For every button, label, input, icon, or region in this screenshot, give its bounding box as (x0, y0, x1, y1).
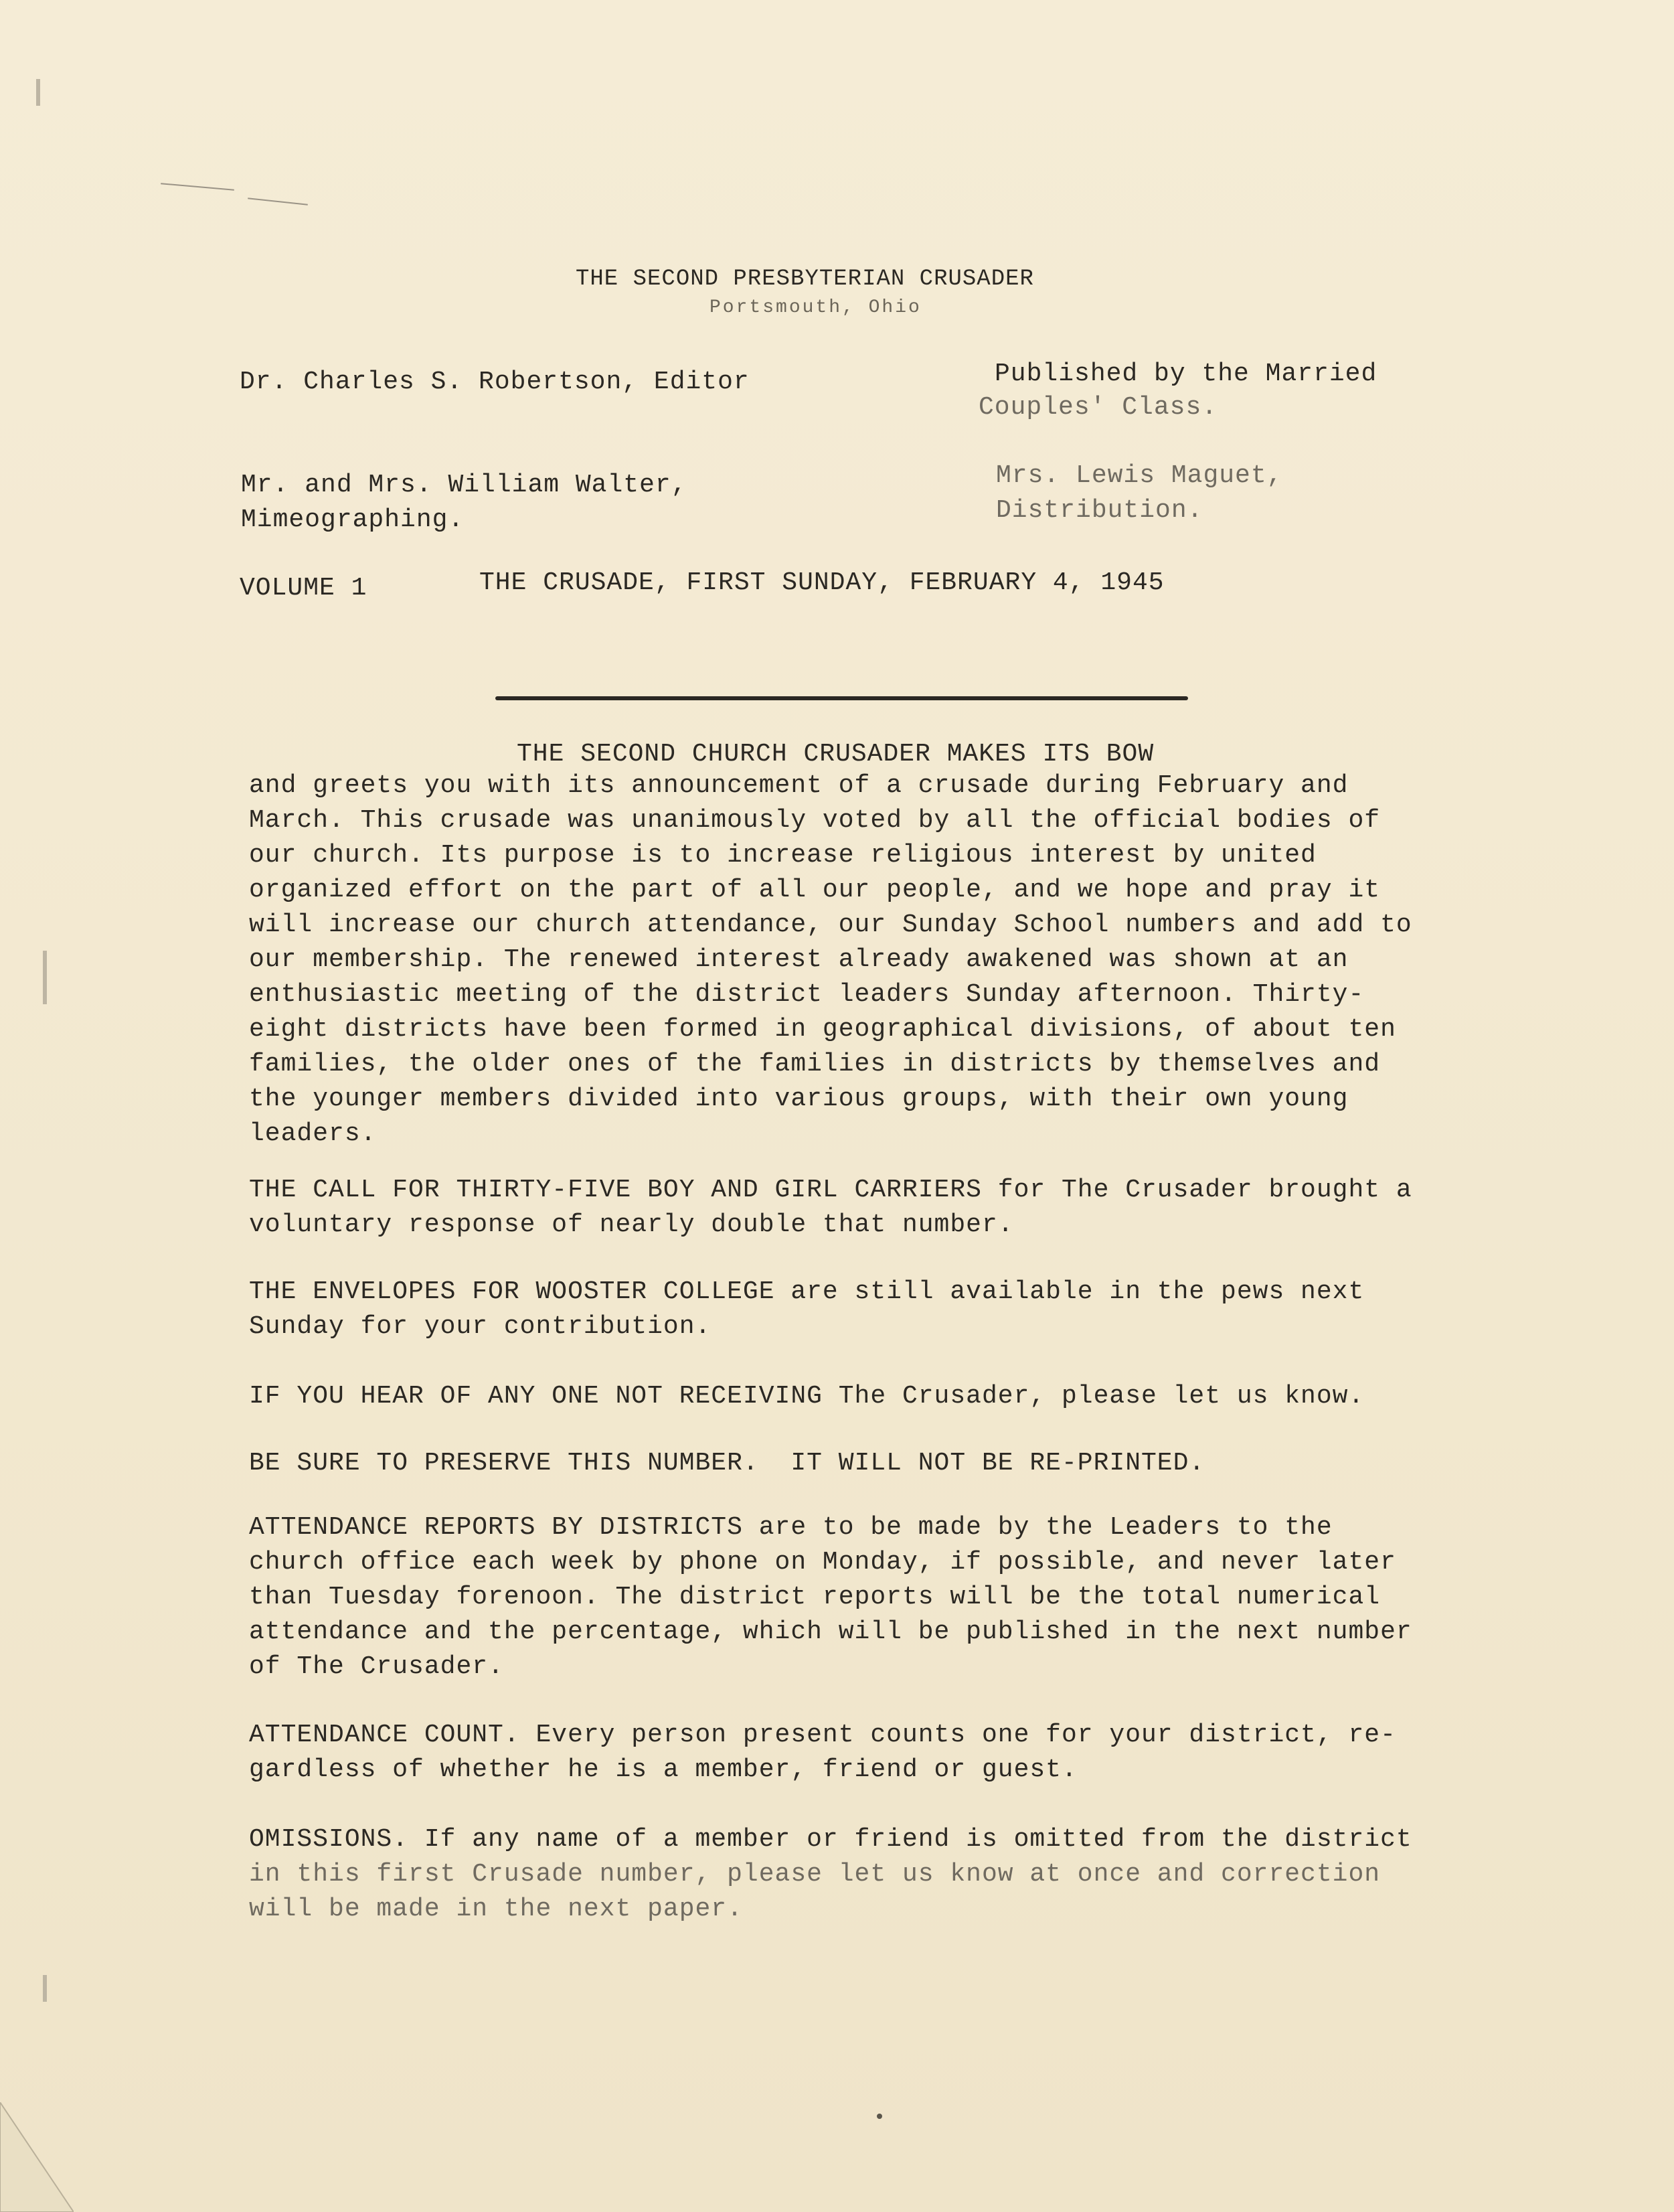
folded-corner (0, 2102, 74, 2212)
article-line: enthusiastic meeting of the district leaders Sunday afternoon. Thirty- (249, 980, 1365, 1009)
distribution-line-1: Mrs. Lewis Maguet, (996, 461, 1283, 490)
notice-attendance-reports (249, 1510, 1521, 1684)
notice-line: Sunday for your contribution. (249, 1312, 712, 1341)
mimeographing-line-2: Mimeographing. (241, 505, 465, 534)
article-line: and greets you with its announcement of a crusade during February and (249, 771, 1349, 800)
notice-not-receiving (249, 1379, 1521, 1414)
publisher-line-2: Couples' Class. (979, 393, 1218, 422)
mimeographing-line-1: Mr. and Mrs. William Walter, (241, 471, 687, 499)
stray-mark (161, 183, 234, 191)
notice-omissions (249, 1822, 1521, 1927)
notice-line: attendance and the percentage, which will be published in the next number (249, 1617, 1412, 1646)
article-line: organized effort on the part of all our people, and we hope and pray it (249, 876, 1381, 904)
issue-line: THE CRUSADE, FIRST SUNDAY, FEBRUARY 4, 1945 (479, 568, 1165, 597)
notice-line: will be made in the next paper. (249, 1895, 743, 1923)
notice-attendance-count (249, 1718, 1521, 1788)
article-line: will increase our church attendance, our Sunday School numbers and add to (249, 911, 1412, 939)
notice-preserve (249, 1446, 1521, 1481)
publisher-line-1: Published by the Married (995, 360, 1377, 388)
newsletter-title: THE SECOND PRESBYTERIAN CRUSADER (576, 266, 1034, 292)
horizontal-rule (495, 696, 1188, 700)
edge-mark (43, 1975, 47, 2002)
notice-line: in this first Crusade number, please let us know at once and correction (249, 1860, 1381, 1889)
notice-line: THE ENVELOPES FOR WOOSTER COLLEGE are still available in the pews next (249, 1277, 1365, 1306)
notice-line: IF YOU HEAR OF ANY ONE NOT RECEIVING The Crusader, please let us know. (249, 1382, 1365, 1411)
notice-line: THE CALL FOR THIRTY-FIVE BOY AND GIRL CARRIERS for The Crusader brought a (249, 1176, 1412, 1204)
notice-line: OMISSIONS. If any name of a member or friend is omitted from the district (249, 1825, 1412, 1854)
article-line: leaders. (249, 1119, 377, 1148)
notice-carriers (249, 1173, 1521, 1243)
article-line: March. This crusade was unanimously voted by all the official bodies of (249, 806, 1381, 835)
article-line: our church. Its purpose is to increase religious interest by united (249, 841, 1317, 870)
article-line: families, the older ones of the families in districts by themselves and (249, 1050, 1381, 1079)
notice-line: church office each week by phone on Monday, if possible, and never later (249, 1548, 1396, 1577)
article-line: eight districts have been formed in geographical divisions, of about ten (249, 1015, 1396, 1044)
stray-dot (877, 2114, 882, 2119)
notice-line: voluntary response of nearly double that number. (249, 1210, 1014, 1239)
volume-label: VOLUME 1 (240, 574, 367, 603)
article-heading: THE SECOND CHURCH CRUSADER MAKES ITS BOW (517, 740, 1155, 769)
notice-line: ATTENDANCE COUNT. Every person present counts one for your district, re- (249, 1721, 1396, 1749)
notice-envelopes (249, 1275, 1521, 1344)
edge-mark (36, 79, 40, 106)
editor-credit: Dr. Charles S. Robertson, Editor (240, 368, 750, 396)
notice-line: gardless of whether he is a member, friend or guest. (249, 1755, 1078, 1784)
notice-line: ATTENDANCE REPORTS BY DISTRICTS are to be made by the Leaders to the (249, 1513, 1333, 1542)
article-line: our membership. The renewed interest already awakened was shown at an (249, 945, 1349, 974)
stray-mark (248, 198, 308, 205)
newsletter-location: Portsmouth, Ohio (709, 297, 922, 318)
distribution-line-2: Distribution. (996, 496, 1203, 525)
edge-mark (43, 951, 47, 1004)
notice-line: BE SURE TO PRESERVE THIS NUMBER. IT WILL NOT BE RE-PRINTED. (249, 1449, 1205, 1478)
article-line: the younger members divided into various groups, with their own young (249, 1085, 1349, 1113)
notice-line: of The Crusader. (249, 1652, 504, 1681)
article-body (249, 769, 1521, 1152)
notice-line: than Tuesday forenoon. The district reports will be the total numerical (249, 1583, 1381, 1611)
